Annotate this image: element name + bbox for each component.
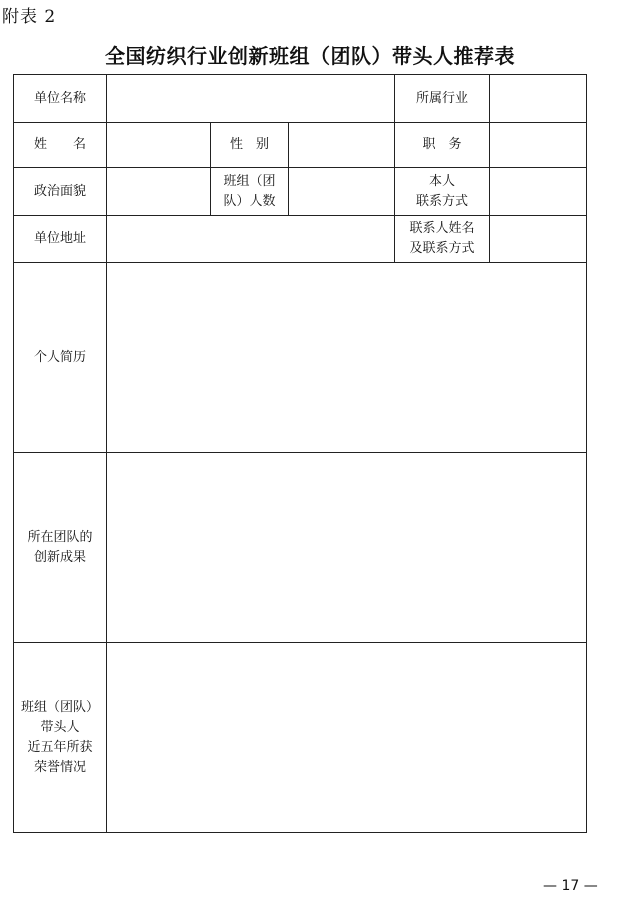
- gender-field[interactable]: [289, 123, 395, 168]
- position-label: 职 务: [395, 123, 490, 168]
- political-status-label: 政治面貌: [14, 168, 107, 216]
- recommendation-form-table: [13, 74, 587, 833]
- team-size-label: 班组（团 队）人数: [211, 168, 289, 216]
- honors-label: 班组（团队） 带头人 近五年所获 荣誉情况: [14, 643, 107, 833]
- name-field[interactable]: [107, 123, 211, 168]
- personal-contact-label: 本人 联系方式: [395, 168, 490, 216]
- page-number: — 17 —: [543, 878, 598, 894]
- unit-name-label: 单位名称: [14, 75, 107, 123]
- contact-person-label: 联系人姓名 及联系方式: [395, 216, 490, 263]
- team-size-field[interactable]: [289, 168, 395, 216]
- personal-contact-field[interactable]: [490, 168, 587, 216]
- honors-field[interactable]: [107, 643, 587, 833]
- resume-field[interactable]: [107, 263, 587, 453]
- team-achievements-field[interactable]: [107, 453, 587, 643]
- industry-field[interactable]: [490, 75, 587, 123]
- name-label: 姓 名: [14, 123, 107, 168]
- industry-label: 所属行业: [395, 75, 490, 123]
- position-field[interactable]: [490, 123, 587, 168]
- contact-person-field[interactable]: [490, 216, 587, 263]
- appendix-label: 附表 2: [2, 7, 57, 27]
- political-status-field[interactable]: [107, 168, 211, 216]
- gender-label: 性 别: [211, 123, 289, 168]
- team-achievements-label: 所在团队的 创新成果: [14, 453, 107, 643]
- unit-address-label: 单位地址: [14, 216, 107, 263]
- unit-name-field[interactable]: [107, 75, 395, 123]
- resume-label: 个人简历: [14, 263, 107, 453]
- unit-address-field[interactable]: [107, 216, 395, 263]
- form-title: 全国纺织行业创新班组（团队）带头人推荐表: [105, 44, 515, 68]
